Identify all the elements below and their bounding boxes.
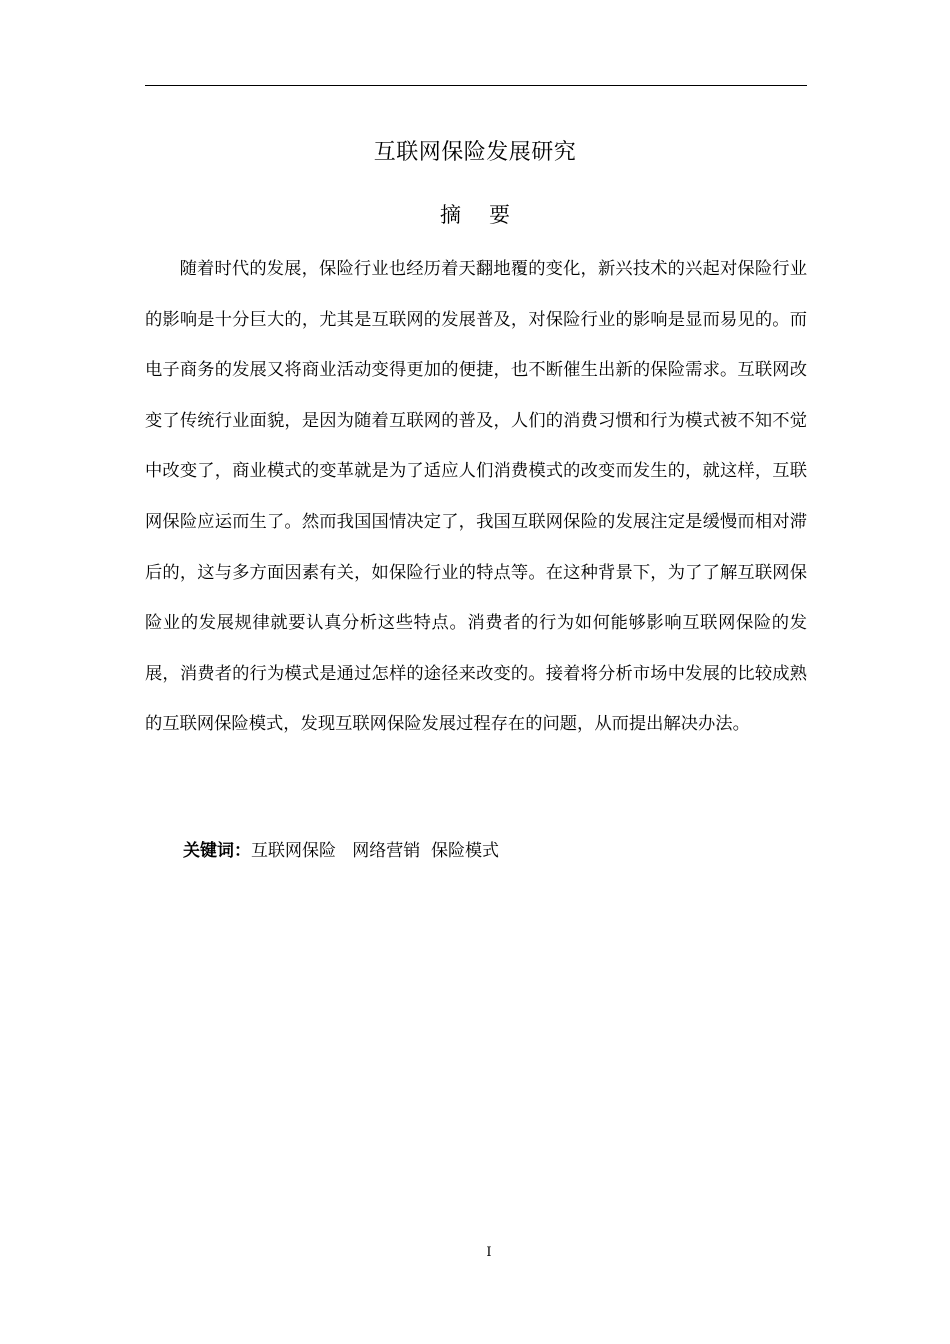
paper-title: 互联网保险发展研究 — [373, 140, 577, 165]
keywords-value: 互联网保险 网络营销 保险模式 — [251, 841, 500, 861]
keywords-label: 关键词： — [183, 841, 251, 861]
abstract-body: 随着时代的发展，保险行业也经历着天翻地覆的变化，新兴技术的兴起对保险行业的影响是十分巨大的，尤其是互联网的发展普及，对保险行业的影响是显而易见的。而电子商务的发展又将商业活动变得更加的便捷，也不断催生出新的保险需求。互联网改变了传统行业面貌，是因为随着互联网的普及，人们的消费习惯和行为模式被不知不觉中改变了，商业模式的变革就是为了适应人们消费模式的改变而发生的，就这样，互联网保险应运而生了。然而我国国情决定了，我国互联网保险的发展注定是缓慢而相对滞后的，这与多方面因素有关，如保险行业的特点等。在这种背景下，为了了解互联网保险业的发展规律就要认真分析这些特点。消费者的行为如何能够影响互联网保险的发展，消费者的行为模式是通过怎样的途径来改变的。接着将分析市场中发展的比较成熟的互联网保险模式，发现互联网保险发展过程存在的问题，从而提出解决办法。 — [145, 259, 807, 735]
header-rule — [145, 85, 807, 86]
abstract-heading: 摘要 — [440, 203, 538, 227]
page-number: I — [486, 1245, 492, 1260]
keywords-line — [183, 836, 499, 866]
